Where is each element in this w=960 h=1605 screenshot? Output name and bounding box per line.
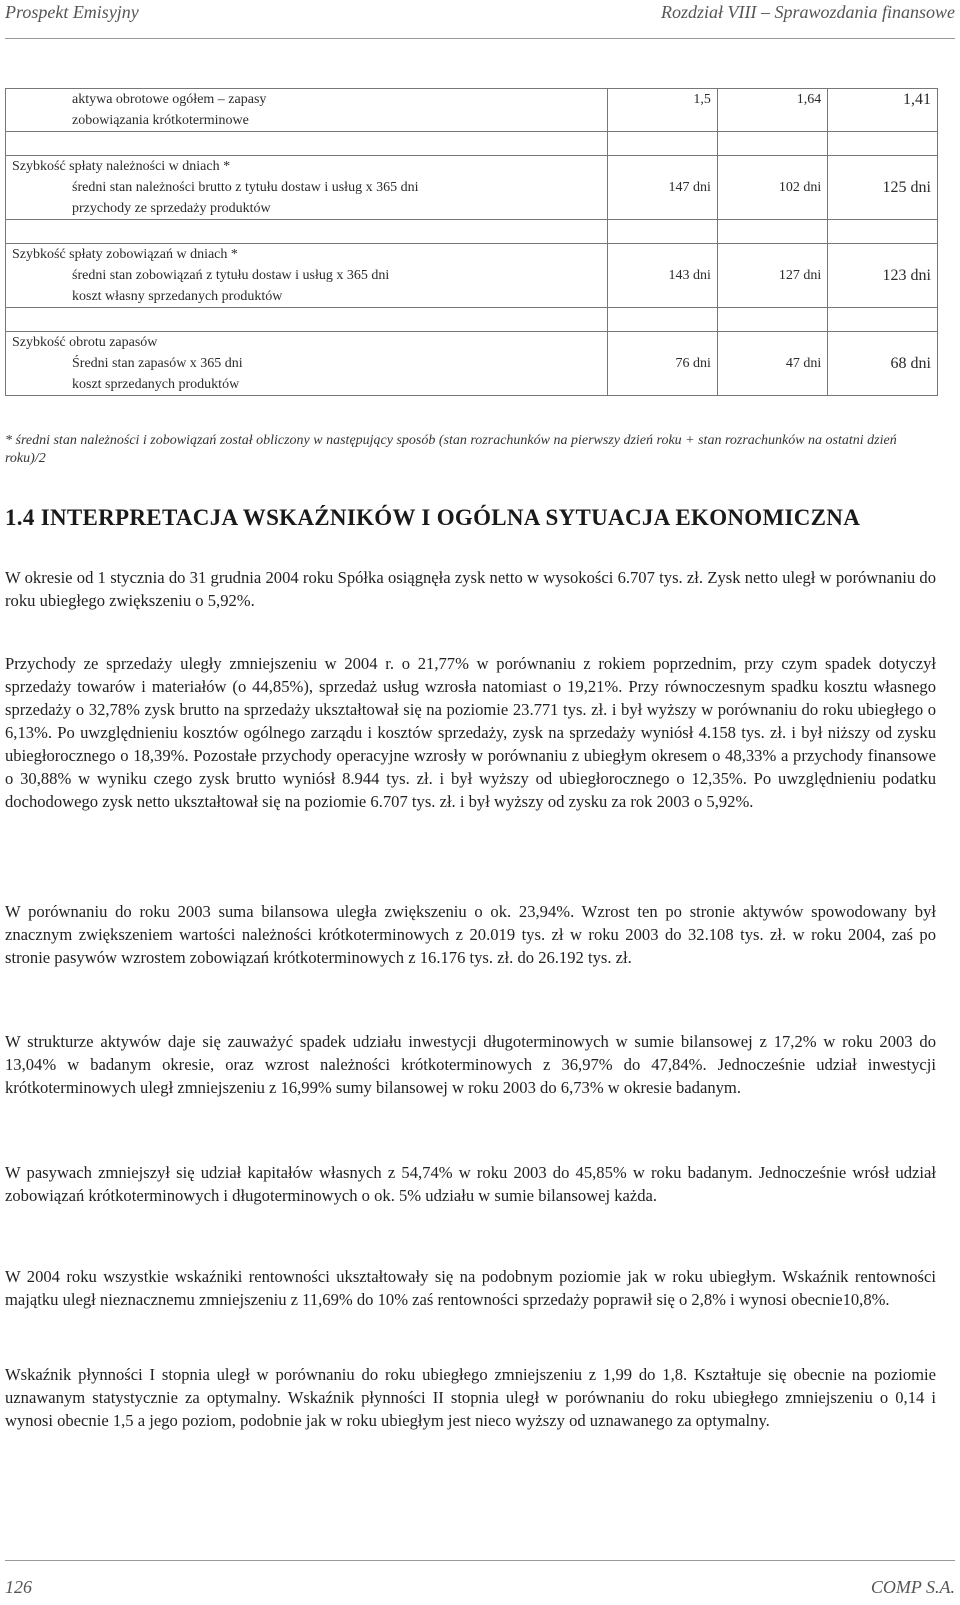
table-cell-value <box>607 286 717 308</box>
table-cell-value <box>607 110 717 132</box>
paragraph-assets-structure: W strukturze aktywów daje się zauważyć spadek udziału inwestycji długoterminowych w sumie bilansowej z 17,2% w roku 2003 do 13,04% w badanym okresie, oraz wzrost należności krótkoterminowych z 36,97% do 47,84%. Jednocześnie udział inwestycji krótkoterminowych uległ zmniejszeniu z 16,99% sumy bilansowej w roku 2003 do 6,73% w okresie badanym. <box>5 1032 936 1097</box>
table-row <box>6 286 938 308</box>
table-cell-value: 1,5 <box>607 89 717 111</box>
page-footer <box>5 1560 955 1601</box>
table-cell-value <box>717 132 827 156</box>
table-cell-value: 68 dni <box>828 353 938 374</box>
table-cell-value: 102 dni <box>717 177 827 198</box>
table-cell-value <box>828 332 938 354</box>
table-cell-label: koszt sprzedanych produktów <box>6 374 608 396</box>
table-cell-value <box>717 156 827 178</box>
table-cell-label: zobowiązania krótkoterminowe <box>6 110 608 132</box>
footer-company-name: COMP S.A. <box>870 1577 955 1597</box>
table-cell-value <box>717 286 827 308</box>
table-cell-value: 123 dni <box>828 265 938 286</box>
table-cell-value <box>717 220 827 244</box>
table-cell-label: koszt własny sprzedanych produktów <box>6 286 608 308</box>
table-cell-value: 1,41 <box>828 89 938 111</box>
table-cell-label <box>6 132 608 156</box>
table-cell-label: przychody ze sprzedaży produktów <box>6 198 608 220</box>
table-cell-value <box>828 220 938 244</box>
table-cell-value <box>717 332 827 354</box>
table-cell-value <box>607 332 717 354</box>
table-cell-value: 76 dni <box>607 353 717 374</box>
table-cell-label: Średni stan zapasów x 365 dni <box>6 353 608 374</box>
table-cell-value: 143 dni <box>607 265 717 286</box>
table-cell-value <box>828 308 938 332</box>
table-row <box>6 332 938 354</box>
table-row-spacer <box>6 132 938 156</box>
table-cell-heading: Szybkość obrotu zapasów <box>6 332 608 354</box>
table-cell-value <box>828 198 938 220</box>
page-header <box>5 0 955 39</box>
table-row <box>6 353 938 374</box>
paragraph-liquidity: Wskaźnik płynności I stopnia uległ w porównaniu do roku ubiegłego zmniejszeniu z 1,99 do 1,8. Kształtuje się obecnie na poziomie uznawanym statystycznie za optymalny. Wskaźnik płynności II stopnia uległ w porównaniu do roku ubiegłego zmniejszeniu o 0,14 i wynosi obecnie 1,5 a jego poziom, podobnie jak w roku ubiegłym jest nieco wyższy od uznawanego za optymalny. <box>5 1365 936 1430</box>
table-cell-value <box>717 244 827 266</box>
table-cell-value <box>607 132 717 156</box>
table-row <box>6 156 938 178</box>
table-cell-value <box>828 132 938 156</box>
paragraph-balance-sum: W porównaniu do roku 2003 suma bilansowa uległa zwiększeniu o ok. 23,94%. Wzrost ten po stronie aktywów spowodowany był znacznym zwiększeniem wartości należności krótkoterminowych z 20.019 tys. zł w roku 2003 do 32.108 tys. zł. w roku 2004, zaś po stronie pasywów wzrostem zobowiązań krótkoterminowych z 16.176 tys. zł. do 26.192 tys. zł. <box>5 902 936 967</box>
table-cell-value <box>607 244 717 266</box>
table-cell-value <box>717 110 827 132</box>
table-cell-label: średni stan należności brutto z tytułu dostaw i usług x 365 dni <box>6 177 608 198</box>
table-cell-value <box>828 244 938 266</box>
table-cell-value: 1,64 <box>717 89 827 111</box>
header-document-title: Prospekt Emisyjny <box>5 2 139 22</box>
table-row <box>6 374 938 396</box>
table-cell-label: średni stan zobowiązań z tytułu dostaw i usług x 365 dni <box>6 265 608 286</box>
table-cell-value <box>828 286 938 308</box>
paragraph-profitability: W 2004 roku wszystkie wskaźniki rentowności ukształtowały się na podobnym poziomie jak w roku ubiegłym. Wskaźnik rentowności majątku uległ nieznacznemu zmniejszeniu z 11,69% do 10% zaś rentowności sprzedaży poprawił się o 2,8% i wynosi obecnie10,8%. <box>5 1267 936 1309</box>
table-cell-value <box>717 198 827 220</box>
table-row <box>6 89 938 111</box>
table-cell-value <box>607 156 717 178</box>
table-cell-heading: Szybkość spłaty zobowiązań w dniach * <box>6 244 608 266</box>
table-cell-label <box>6 220 608 244</box>
paragraph-liabilities: W pasywach zmniejszył się udział kapitałów własnych z 54,74% w roku 2003 do 45,85% w roku badanym. Jednocześnie wrósł udział zobowiązań krótkoterminowych i długoterminowych o ok. 5% udziału w sumie bilansowej każda. <box>5 1163 936 1205</box>
table-cell-value <box>607 308 717 332</box>
page-number: 126 <box>5 1577 32 1597</box>
table-row-spacer <box>6 220 938 244</box>
table-row <box>6 110 938 132</box>
ratios-table <box>5 88 938 396</box>
table-cell-value <box>717 374 827 396</box>
table-row-spacer <box>6 308 938 332</box>
paragraph-revenue: Przychody ze sprzedaży uległy zmniejszeniu w 2004 r. o 21,77% w porównaniu z rokiem poprzednim, przy czym spadek dotyczył sprzedaży towarów i materiałów (o 44,85%), sprzedaż usług wzrosła natomiast o 19,21%. Przy równoczesnym spadku kosztu własnego sprzedaży o 32,78% zysk brutto na sprzedaży ukształtował się na poziomie 23.771 tys. zł. i był wyższy w porównaniu do roku ubiegłego o 6,13%. Po uwzględnieniu kosztów ogólnego zarządu i kosztów sprzedaży, zysk na sprzedaży wyniósł 4.158 tys. zł. i był niższy od zysku ubiegłorocznego o 18,39%. Pozostałe przychody operacyjne wzrosły w porównaniu z ubiegłym okresem o 48,33% a przychody finansowe o 30,88% w wyniku czego zysk brutto wyniósł 8.944 tys. zł. i był wyższy od ubiegłorocznego o 12,35%. Po uwzględnieniu podatku dochodowego zysk netto ukształtował się na poziomie 6.707 tys. zł. i był wyższy od zysku za rok 2003 o 5,92%. <box>5 654 936 811</box>
table-cell-value <box>828 110 938 132</box>
table-cell-value: 127 dni <box>717 265 827 286</box>
table-row <box>6 177 938 198</box>
table-cell-value: 47 dni <box>717 353 827 374</box>
table-cell-value <box>828 374 938 396</box>
table-cell-value <box>607 374 717 396</box>
table-row <box>6 198 938 220</box>
table-cell-value <box>607 198 717 220</box>
table-cell-heading: Szybkość spłaty należności w dniach * <box>6 156 608 178</box>
table-cell-value <box>607 220 717 244</box>
table-footnote: * średni stan należności i zobowiązań został obliczony w następujący sposób (stan rozrachunków na pierwszy dzień roku + stan rozrachunków na ostatni dzień roku)/2 <box>5 433 897 466</box>
table-cell-label <box>6 308 608 332</box>
section-heading: 1.4 INTERPRETACJA WSKAŹNIKÓW I OGÓLNA SYTUACJA EKONOMICZNA <box>5 505 861 530</box>
table-cell-value: 147 dni <box>607 177 717 198</box>
table-row <box>6 265 938 286</box>
header-chapter-title: Rozdział VIII – Sprawozdania finansowe <box>660 2 955 22</box>
table-cell-label: aktywa obrotowe ogółem – zapasy <box>6 89 608 111</box>
table-cell-value <box>717 308 827 332</box>
paragraph-net-profit: W okresie od 1 stycznia do 31 grudnia 2004 roku Spółka osiągnęła zysk netto w wysokości 6.707 tys. zł. Zysk netto uległ w porównaniu do roku ubiegłego zwiększeniu o 5,92%. <box>5 568 936 610</box>
table-cell-value: 125 dni <box>828 177 938 198</box>
table-cell-value <box>828 156 938 178</box>
table-row <box>6 244 938 266</box>
